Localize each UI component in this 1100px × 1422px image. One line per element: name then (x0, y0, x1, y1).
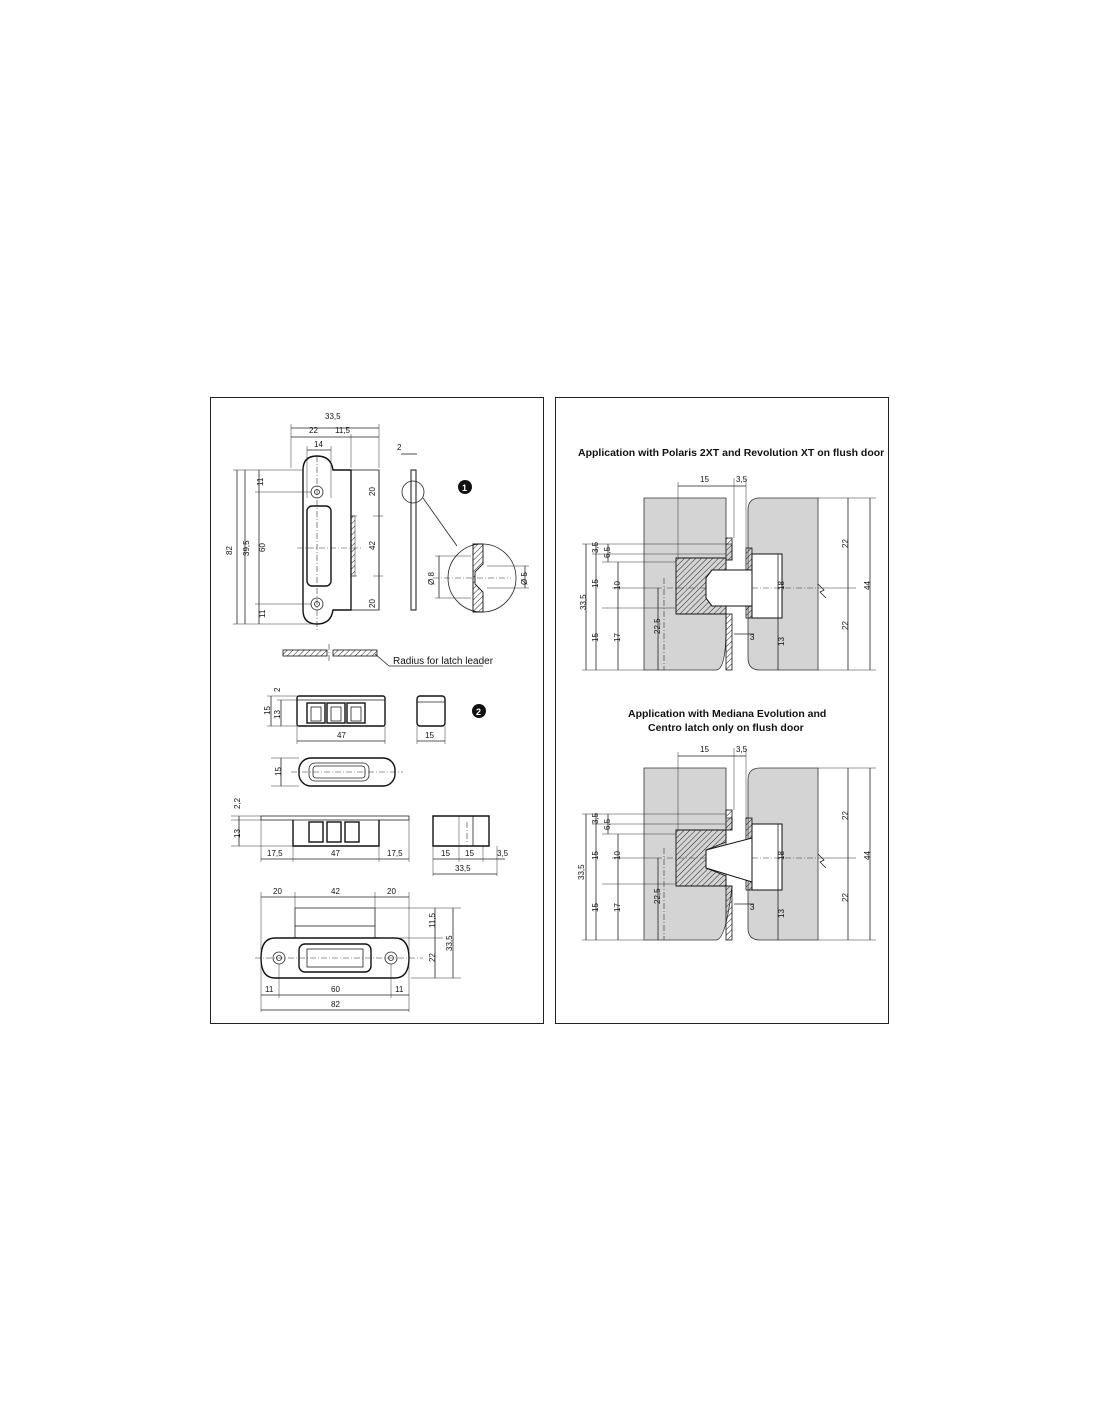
dim-width-a: 22 (309, 426, 318, 435)
dim-full-left: 17,5 (267, 849, 283, 858)
strike-plate-drawings (211, 398, 545, 1025)
dim-hole-spacing: 60 (258, 543, 267, 552)
s2-dim-l-d: 10 (613, 851, 622, 860)
side-view-detail (397, 443, 529, 612)
dim-box-length: 47 (337, 731, 346, 740)
dim-height-total: 82 (225, 546, 234, 555)
s1-dim-mid-18: 18 (777, 581, 786, 590)
s2-dim-l-g: 22,5 (653, 888, 662, 904)
dim-right-mid: 42 (368, 541, 377, 550)
s2-dim-l-e: 15 (591, 903, 600, 912)
dim-hole-offset-bottom: 11 (258, 609, 267, 618)
dim-width-b: 11,5 (335, 426, 350, 435)
dim-box-side-width: 15 (425, 731, 434, 740)
right-drawing-panel (555, 397, 889, 1024)
dim-plan-bottom-total: 82 (331, 1000, 340, 1009)
dim-right-top: 20 (368, 487, 377, 496)
application-sections (556, 398, 890, 1025)
dim-box-lip: 2 (273, 687, 282, 692)
s1-dim-l-e: 15 (591, 633, 600, 642)
marker-one: 1 (462, 483, 468, 493)
s1-dim-l-a: 3,5 (591, 541, 600, 553)
box-side (417, 696, 445, 726)
s1-dim-top-b: 3,5 (736, 475, 748, 484)
s1-dim-l-c: 15 (591, 579, 600, 588)
dim-width-total: 33,5 (325, 412, 341, 421)
s1-dim-left-total: 33,5 (579, 594, 588, 610)
dim-hole-diameter-big: Ø 8 (427, 572, 436, 585)
s2-dim-mid-18: 18 (777, 851, 786, 860)
dim-full-right: 17,5 (387, 849, 403, 858)
dim-plan-r-total: 33,5 (445, 935, 454, 951)
dim-full-side-b: 15 (465, 849, 474, 858)
dim-plan-bottom-mid: 60 (331, 985, 340, 994)
dim-box-top-width: 15 (274, 767, 283, 776)
dim-plan-r-a: 11,5 (428, 913, 437, 928)
dim-plan-top-mid: 42 (331, 887, 340, 896)
dim-slot-width: 14 (314, 440, 323, 449)
latch-leader-bar (283, 644, 494, 667)
dim-full-mid: 47 (331, 849, 340, 858)
s1-dim-l-b: 6,5 (603, 546, 612, 558)
marker-two: 2 (476, 707, 482, 717)
strike-plate-outline (303, 456, 351, 624)
section1-title: Application with Polaris 2XT and Revolution XT on flush door (578, 447, 885, 459)
s1-dim-l-d: 10 (613, 581, 622, 590)
section-mediana (577, 708, 876, 940)
dim-plan-r-b: 22 (428, 953, 437, 962)
front-view (225, 412, 383, 632)
s2-dim-l-f: 17 (613, 903, 622, 912)
dim-box-height-body: 13 (273, 710, 282, 719)
dim-hole-diameter-small: Ø 5 (520, 572, 529, 585)
s2-dim-left-total: 33,5 (577, 864, 586, 880)
section2-title-line2: Centro latch only on flush door (648, 722, 804, 734)
s2-dim-r-top: 22 (841, 811, 850, 820)
s2-dim-mid-3: 3 (750, 903, 755, 912)
section2-title-line1: Application with Mediana Evolution and (628, 708, 827, 720)
s2-dim-l-a: 3,5 (591, 812, 600, 824)
dim-height-mid: 39,5 (242, 540, 251, 556)
dim-box-height-total: 15 (263, 706, 272, 715)
dim-hole-offset-top: 11 (256, 477, 265, 486)
s1-dim-r-top: 22 (841, 539, 850, 548)
dim-plan-top-left: 20 (273, 887, 282, 896)
s2-dim-top-a: 15 (700, 745, 709, 754)
radius-label: Radius for latch leader (393, 656, 494, 667)
left-drawing-panel (210, 397, 544, 1024)
full-view (231, 797, 509, 876)
dim-plan-bottom-right: 11 (395, 985, 404, 994)
s1-dim-top-a: 15 (700, 475, 709, 484)
s2-dim-l-b: 6,5 (603, 818, 612, 830)
s2-dim-l-c: 15 (591, 851, 600, 860)
box-view (263, 687, 486, 744)
dim-right-bottom: 20 (368, 599, 377, 608)
dim-plate-thickness: 2 (397, 443, 402, 452)
section-polaris (578, 447, 884, 670)
box-top-view (271, 758, 403, 786)
s1-dim-r-total: 44 (863, 581, 872, 590)
s1-dim-l-g: 22,5 (653, 618, 662, 634)
s2-dim-top-b: 3,5 (736, 745, 748, 754)
dim-full-side-total: 33,5 (455, 864, 471, 873)
detail-circle-small (402, 481, 424, 503)
dim-full-lip: 2,2 (233, 797, 242, 809)
s2-dim-mid-13: 13 (777, 909, 786, 918)
s1-dim-l-f: 17 (613, 633, 622, 642)
s2-dim-r-bottom: 22 (841, 893, 850, 902)
dim-full-side-c: 3,5 (497, 849, 509, 858)
latch-slot (307, 506, 331, 586)
dim-full-height: 13 (233, 829, 242, 838)
s2-dim-r-total: 44 (863, 851, 872, 860)
dim-plan-bottom-left: 11 (265, 985, 274, 994)
s1-dim-mid-13: 13 (777, 637, 786, 646)
dim-full-side-a: 15 (441, 849, 450, 858)
s1-dim-mid-3: 3 (750, 633, 755, 642)
plan-view (255, 887, 461, 1012)
dim-plan-top-right: 20 (387, 887, 396, 896)
s1-dim-r-bottom: 22 (841, 621, 850, 630)
